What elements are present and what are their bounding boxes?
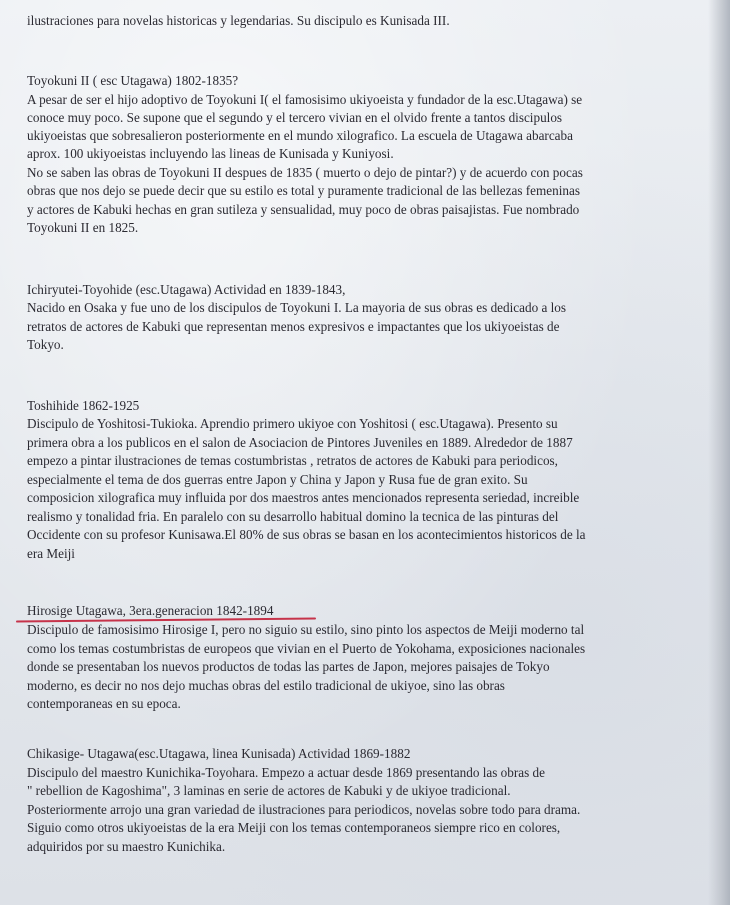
paragraph-line: como los temas costumbristas de europeos que vivian en el Puerto de Yokohama, exposiciones nacionales (27, 641, 586, 656)
paragraph-line: moderno, es decir no nos dejo muchas obras del estilo tradicional de ukiyoe, sino las obras (27, 678, 505, 693)
paragraph-line: Discipulo de Yoshitosi-Tukioka. Aprendio primero ukiyoe con Yoshitosi ( esc.Utagawa). Presento su (27, 416, 558, 431)
paragraph-line: ilustraciones para novelas historicas y legendarias. Su discipulo es Kunisada III. (27, 13, 450, 28)
paragraph-line: Tokyo. (27, 337, 64, 352)
paragraph-line: Siguio como otros ukiyoeistas de la era Meiji con los temas contemporaneos siempre rico en colores, (27, 820, 561, 835)
paper-edge-shadow (708, 0, 730, 905)
paragraph-line: contemporaneas en su epoca. (27, 696, 181, 711)
section-heading-hirosige: Hirosige Utagawa, 3era.generacion 1842-1894 (27, 603, 274, 618)
paragraph-line: A pesar de ser el hijo adoptivo de Toyokuni I( el famosisimo ukiyoeista y fundador de la esc.Utagawa) se (27, 92, 583, 107)
section-heading-toyokuni-ii: Toyokuni II ( esc Utagawa) 1802-1835? (27, 73, 239, 88)
paragraph-line: especialmente el tema de dos guerras entre Japon y China y Japon y Rusa fue de gran exito. Su (27, 472, 528, 487)
section-heading-toshihide: Toshihide 1862-1925 (27, 398, 140, 413)
paragraph-line: obras que nos dejo se puede decir que su estilo es total y puramente tradicional de las bellezas femeninas (27, 183, 580, 198)
paragraph-line: primera obra a los publicos en el salon de Asociacion de Pintores Juveniles en 1889. Alrededor de 1887 (27, 435, 573, 450)
paragraph-line: composicion xilografica muy influida por dos maestros antes mencionados representa seriedad, increible (27, 490, 580, 505)
paragraph-line: Discipulo del maestro Kunichika-Toyohara. Empezo a actuar desde 1869 presentando las obras de (27, 765, 545, 780)
paragraph-line: Occidente con su profesor Kunisawa.El 80% de sus obras se basan en los acontecimientos historicos de la (27, 527, 586, 542)
paragraph-line: realismo y tonalidad fria. En paralelo con su desarrollo habitual domino la tecnica de las pinturas del (27, 509, 559, 524)
paragraph-line: ukiyoeistas que sobresalieron posteriormente en el mundo xilografico. La escuela de Utagawa abarcaba (27, 128, 573, 143)
paragraph-line: aprox. 100 ukiyoeistas incluyendo las lineas de Kunisada y Kuniyosi. (27, 146, 394, 161)
paragraph-line: y actores de Kabuki hechas en gran sutileza y sensualidad, muy poco de obras paisajistas. Fue nombrado (27, 202, 580, 217)
paragraph-line: conoce muy poco. Se supone que el segundo y el tercero vivian en el olvido frente a tantos discipulos (27, 110, 563, 125)
paragraph-line: era Meiji (27, 546, 75, 561)
paragraph-line: donde se presentaban los nuevos productos de todas las partes de Japon, mejores paisajes de Tokyo (27, 659, 550, 674)
section-heading-toyohide: Ichiryutei-Toyohide (esc.Utagawa) Actividad en 1839-1843, (27, 282, 346, 297)
paragraph-line: " rebellion de Kagoshima", 3 laminas en serie de actores de Kabuki y de ukiyoe tradicional. (27, 783, 511, 798)
paragraph-line: Posteriormente arrojo una gran variedad de ilustraciones para periodicos, novelas sobre todo para drama. (27, 802, 581, 817)
paragraph-line: adquiridos por su maestro Kunichika. (27, 839, 226, 854)
paragraph-line: Nacido en Osaka y fue uno de los discipulos de Toyokuni I. La mayoria de sus obras es dedicado a los (27, 300, 567, 315)
section-heading-chikasige: Chikasige- Utagawa(esc.Utagawa, linea Kunisada) Actividad 1869-1882 (27, 746, 411, 761)
paragraph-line: retratos de actores de Kabuki que representan menos expresivos e impactantes que los ukiyoeistas de (27, 319, 560, 334)
paragraph-line: Toyokuni II en 1825. (27, 220, 139, 235)
paragraph-line: empezo a pintar ilustraciones de temas costumbristas , retratos de actores de Kabuki para periodicos, (27, 453, 558, 468)
paragraph-line: Discipulo de famosisimo Hirosige I, pero no siguio su estilo, sino pinto los aspectos de Meiji moderno tal (27, 622, 585, 637)
paragraph-line: No se saben las obras de Toyokuni II despues de 1835 ( muerto o dejo de pintar?) y de acuerdo con pocas (27, 165, 583, 180)
